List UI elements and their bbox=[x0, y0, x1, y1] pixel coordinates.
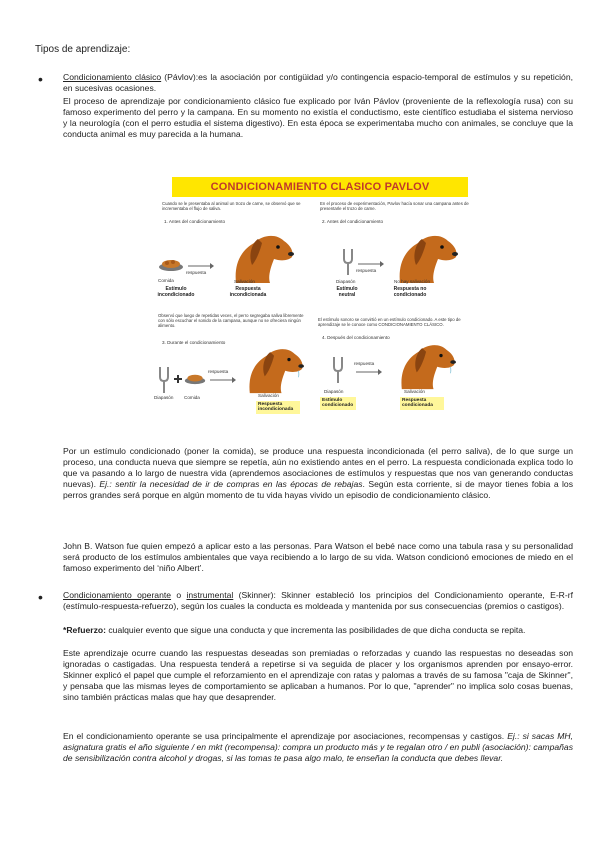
arrow-icon bbox=[188, 263, 214, 269]
step-1: 1. Antes del condicionamiento bbox=[164, 219, 226, 224]
arrow-icon bbox=[358, 261, 384, 267]
step-2: 2. Antes del condicionamiento bbox=[322, 219, 384, 224]
caption-bottom-right: El estímulo sonoro se convirtió en un estímulo condicionado. A este tipo de aprendizaje se le conoce como CONDICIONAMIENTO CLÁSICO. bbox=[318, 317, 461, 327]
label-respuesta-4: respuesta bbox=[354, 361, 375, 366]
operante-title-a: Condicionamiento operante bbox=[63, 590, 172, 600]
food-bowl-icon bbox=[158, 259, 184, 271]
refuerzo-def: cualquier evento que sigue una conducta y que incrementa las posibilidades de que dicha conducta se repita. bbox=[105, 625, 526, 635]
operante-paragraph-1: Este aprendizaje ocurre cuando las respuestas deseadas son premiadas o reforzadas y cuando las respuestas no deseadas son ignoradas o castigadas. Una respuesta tenderá a repetirse si va seguida de placer y los organismos aprenden por ensayo-error. Skinner explicó el papel que cumple el reforzamiento en el aprendizaje con ratas y palomas a través de su famosa "caja de Skinner", y pensaba que las mismas leyes de comportamiento se aplicaban a humanos. Por lo que, "aprender" no implica solo cosas buenas, sino también prácticas malas que hay que desaprender. bbox=[63, 648, 573, 702]
operante-title-b: instrumental bbox=[186, 590, 234, 600]
bullet-icon: • bbox=[38, 71, 43, 87]
dog-icon bbox=[228, 225, 298, 285]
pavlov-figure bbox=[154, 177, 469, 413]
label-respuesta-condicionada: Respuesta condicionada bbox=[400, 397, 444, 410]
refuerzo-label: *Refuerzo: bbox=[63, 625, 106, 635]
figure-banner: CONDICIONAMIENTO CLASICO PAVLOV bbox=[172, 177, 468, 197]
label-respuesta-3: respuesta bbox=[208, 369, 229, 374]
label-estimulo-neutral: Estímulo neutral bbox=[336, 286, 358, 298]
caption-top-left: Cuando se le presentaba al animal un trozo de carne, se observó que se incrementaba el flujo de saliva. bbox=[162, 201, 301, 211]
label-diapason-4: Diapasón bbox=[324, 389, 344, 394]
step-4: 4. Después del condicionamiento bbox=[322, 335, 390, 340]
refuerzo-definition bbox=[63, 625, 573, 636]
clasico-intro bbox=[63, 72, 573, 94]
page-heading: Tipos de aprendizaje: bbox=[35, 44, 131, 55]
label-salivacion-1: Salivación bbox=[234, 279, 255, 284]
label-respuesta-2: respuesta bbox=[356, 268, 377, 273]
clasico-p2-tail: . Según esta corriente, si de mayor tienes fobia a los perros grandes será porque en algún momento de tu vida hayas vivido un episodio de condicionamiento clásico. bbox=[63, 479, 573, 500]
caption-top-right: En el proceso de experimentación, Pavlov hacía sonar una campana antes de presentarle el trozo de carne. bbox=[320, 201, 469, 211]
clasico-p2-example: Ej.: sentir la necesidad de ir de compras en las épocas de rebajas bbox=[99, 479, 363, 489]
bullet-icon: • bbox=[38, 589, 43, 605]
label-comida-1: Comida bbox=[158, 278, 174, 283]
label-estimulo-incondicionado: Estímulo incondicionado bbox=[157, 286, 195, 298]
clasico-title: Condicionamiento clásico bbox=[63, 72, 162, 82]
operante-intro bbox=[63, 590, 573, 612]
dog-icon bbox=[242, 339, 308, 395]
dog-icon bbox=[392, 335, 462, 391]
arrow-icon bbox=[210, 377, 236, 383]
label-diapason-2: Diapasón bbox=[336, 279, 356, 284]
label-respuesta-no-condicionado: Respuesta no condicionado bbox=[393, 286, 427, 298]
operante-paragraph-2 bbox=[63, 731, 573, 764]
food-bowl-icon bbox=[184, 373, 206, 385]
clasico-paragraph-2 bbox=[63, 446, 573, 501]
clasico-paragraph-1: El proceso de aprendizaje por condicionamiento clásico fue explicado por Iván Pávlov (proveniente de la reflexología rusa) con su famoso experimento del perro y la campana. En su momento no existía el conductismo, este científico estudiaba el sistema nervioso y la neurología (con el perro estudia el sistema digestivo). En esta época se experimentaba mucho con animales, se concluye que la conducta animal es muy parecida a la humana. bbox=[63, 96, 573, 139]
step-3: 3. Durante el condicionamiento bbox=[162, 340, 226, 345]
label-estimulo-condicionado: Estímulo condicionado bbox=[320, 397, 356, 410]
arrow-icon bbox=[356, 369, 382, 375]
label-respuesta-1: respuesta bbox=[186, 270, 207, 275]
clasico-paragraph-3: John B. Watson fue quien empezó a aplicar esto a las personas. Para Watson el bebé nace como una tabula rasa y su personalidad será producto de los estímulos ambientales que vaya recibiendo a lo largo de su vida. Watson condicionó emociones de miedo en el famoso experimento del ‘niño Albert’. bbox=[63, 541, 573, 573]
operante-p2-text: En el condicionamiento operante se usa principalmente el aprendizaje por asociaciones, recompensas y castigos. bbox=[63, 731, 508, 741]
dog-icon bbox=[392, 225, 462, 285]
tuning-fork-icon bbox=[158, 367, 170, 393]
operante-intro-text: (Skinner): Skinner estableció los principios del Condicionamiento operante, E-R-rf (estímulo-respuesta-refuerzo), según los cuales la conducta es moldeada y mantenida por sus consecuencias (premios o castigos). bbox=[63, 590, 573, 611]
label-respuesta-incondicionada: Respuesta incondicionada bbox=[229, 286, 267, 298]
label-comida-3: Comida bbox=[184, 395, 200, 400]
label-salivacion-4: Salivación bbox=[404, 389, 425, 394]
clasico-p2-text: Por un estímulo condicionado (poner la comida), se produce una respuesta incondicionada (el perro saliva), de lo que surge un proceso, una conducta nueva que siempre se repetía, aún no existiendo antes en el perro. La respuesta condicionada explica todo lo que va pasando a lo largo de nuestra vida (aprendemos asociaciones de estímulos y respuestas que nos van generando conductas nuevas). bbox=[63, 446, 573, 489]
operante-title-o: o bbox=[171, 590, 187, 600]
caption-bottom-left: Observó que luego de repetidas veces, el perro segregaba saliva libremente con sólo escuchar el sonido de la campana, aunque no se ofreciera ningún alimento. bbox=[158, 313, 304, 328]
label-no-salivacion: No hay salivación bbox=[394, 279, 431, 284]
label-respuesta-incondicionada-3: Respuesta incondicionada bbox=[256, 401, 300, 414]
tuning-fork-icon bbox=[332, 357, 344, 383]
label-salivacion-3: Salivación bbox=[258, 393, 279, 398]
plus-icon bbox=[174, 375, 182, 383]
operante-p2-example: Ej.: si sacas MH, asignatura gratis el año siguiente / en mkt (recompensa): compra un producto más y te regalan otro / en publi (asociación): campañas de sensibilización contra alcohol y drogas, si las tomas te pasa algo malo, te enseñan la conducta que debes llevar. bbox=[63, 731, 573, 763]
tuning-fork-icon bbox=[342, 249, 354, 275]
label-diapason-3: Diapasón bbox=[154, 395, 174, 400]
clasico-intro-text: (Pávlov):es la asociación por contigüidad y/o contingencia espacio-temporal de estímulos y su repetición, en sucesivas ocasiones. bbox=[63, 72, 573, 93]
